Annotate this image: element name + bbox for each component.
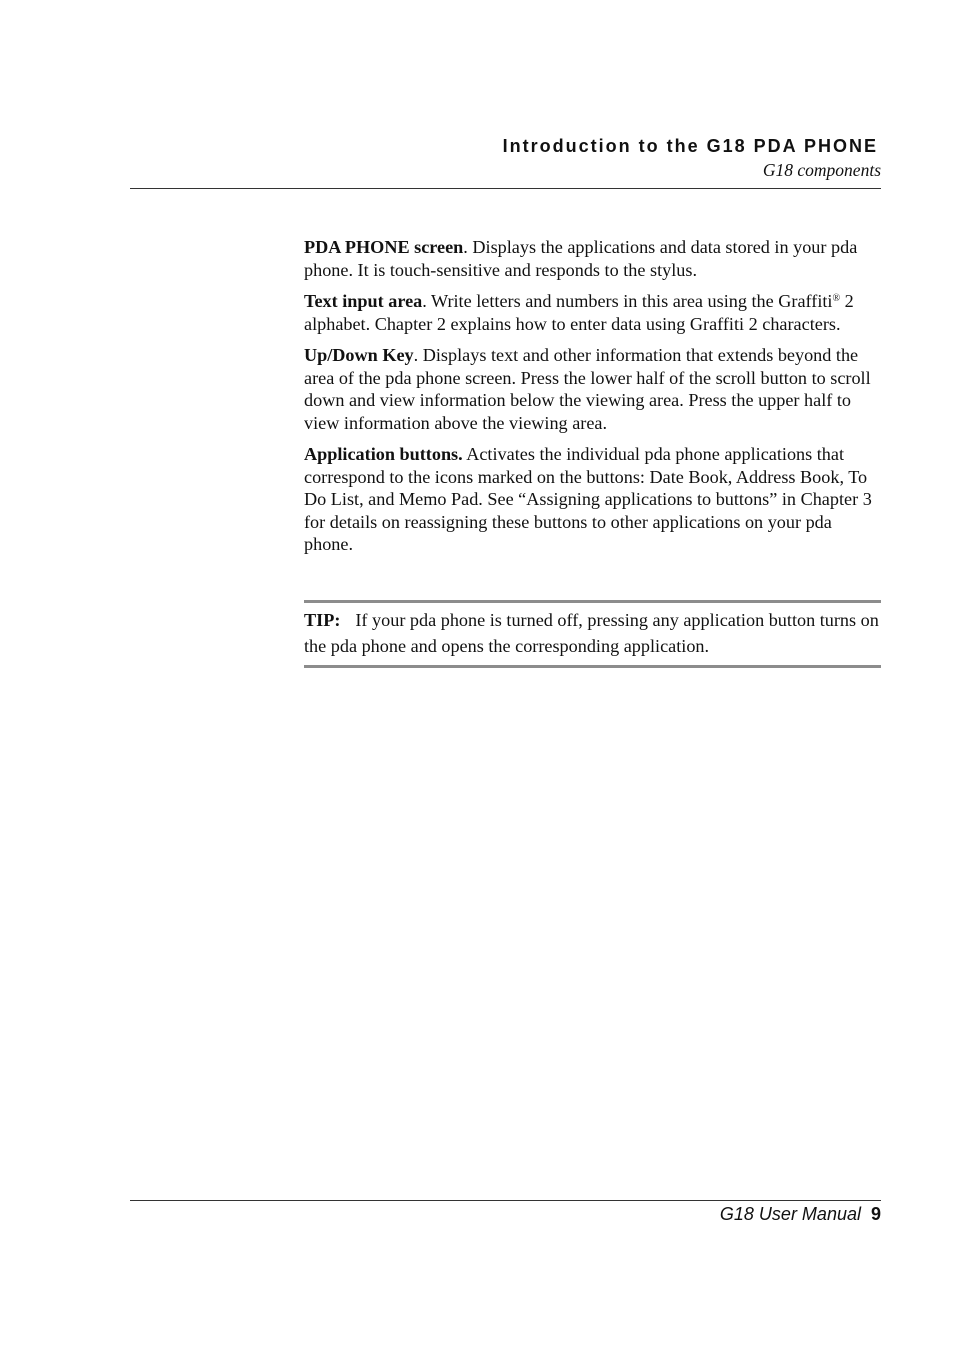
chapter-title: Introduction to the G18 PDA PHONE [502, 136, 878, 156]
description-text-input-area-part2: 2 alphabet. Chapter 2 explains how to enter data using Graffiti 2 characters. [304, 291, 854, 334]
body-content [304, 236, 884, 565]
term-text-input-area: Text input area [304, 291, 423, 311]
paragraph-up-down-key [304, 344, 884, 434]
section-title: G18 components [762, 160, 881, 180]
paragraph-pda-phone-screen [304, 236, 884, 281]
term-up-down-key: Up/Down Key [304, 345, 414, 365]
footer-divider [130, 1200, 881, 1201]
tip-box [304, 600, 881, 668]
term-application-buttons: Application buttons. [304, 444, 463, 464]
description-pda-phone-screen: . Displays the applications and data stored in your pda phone. It is touch-sensitive and responds to the stylus. [304, 237, 858, 280]
term-pda-phone-screen: PDA PHONE screen [304, 237, 464, 257]
description-application-buttons: Activates the individual pda phone applications that correspond to the icons marked on the buttons: Date Book, Address Book, To Do List, and Memo Pad. See “Assigning applications to buttons” in Chapter 3 for details on reassigning these buttons to other applications on your pda phone. [304, 444, 872, 554]
tip-label: TIP: [304, 610, 341, 630]
paragraph-application-buttons [304, 443, 884, 556]
registered-mark: ® [832, 293, 841, 304]
paragraph-text-input-area [304, 290, 884, 335]
running-header [130, 134, 881, 182]
description-up-down-key: . Displays text and other information that extends beyond the area of the pda phone screen. Press the lower half of the scroll button to scroll down and view information below the viewing area. Press the upper half to view information above the viewing area. [304, 345, 871, 433]
tip-text: If your pda phone is turned off, pressing any application button turns on the pda phone and opens the corresponding application. [304, 610, 879, 656]
page-number: 9 [870, 1204, 881, 1224]
manual-title: G18 User Manual [719, 1204, 861, 1224]
running-footer [130, 1202, 881, 1226]
description-text-input-area-part1: . Write letters and numbers in this area using the Graffiti [422, 291, 833, 311]
header-divider [130, 188, 881, 189]
